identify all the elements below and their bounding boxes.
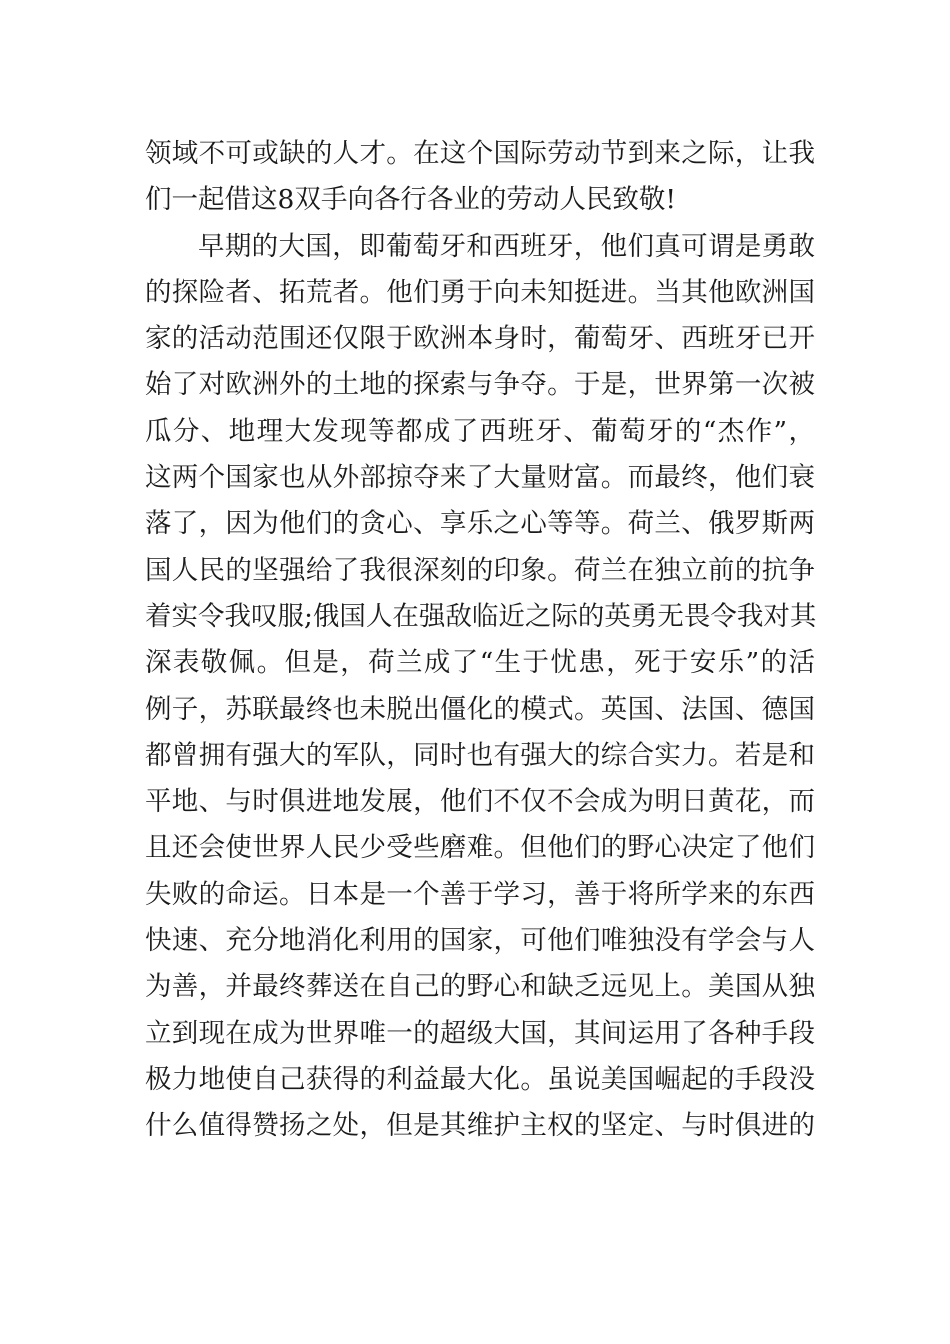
text-line: 失败的命运。日本是一个善于学习，善于将所学来的东西 [145,878,815,910]
essay-body [145,131,815,1150]
text-line: 始了对欧洲外的土地的探索与争夺。于是，世界第一次被 [145,369,815,401]
text-line: 国人民的坚强给了我很深刻的印象。荷兰在独立前的抗争 [145,554,815,586]
text-line: 家的活动范围还仅限于欧洲本身时，葡萄牙、西班牙已开 [145,323,815,355]
text-line: 为善，并最终葬送在自己的野心和缺乏远见上。美国从独 [145,971,815,1003]
text-line: 这两个国家也从外部掠夺来了大量财富。而最终，他们衰 [145,462,815,494]
text-line: 平地、与时俱进地发展，他们不仅不会成为明日黄花，而 [145,786,815,818]
text-line: 们一起借这8双手向各行各业的劳动人民致敬! [145,184,677,216]
paragraph-first-line: 早期的大国，即葡萄牙和西班牙，他们真可谓是勇敢 [198,230,815,262]
text-line: 什么值得赞扬之处，但是其维护主权的坚定、与时俱进的 [145,1110,815,1142]
text-line: 立到现在成为世界唯一的超级大国，其间运用了各种手段 [145,1017,815,1049]
text-line: 极力地使自己获得的利益最大化。虽说美国崛起的手段没 [145,1063,815,1095]
text-line: 且还会使世界人民少受些磨难。但他们的野心决定了他们 [145,832,815,864]
text-line: 瓜分、地理大发现等都成了西班牙、葡萄牙的“杰作”， [145,415,815,447]
text-line: 例子，苏联最终也未脱出僵化的模式。英国、法国、德国 [145,693,815,725]
text-line: 落了，因为他们的贪心、享乐之心等等。荷兰、俄罗斯两 [145,508,815,540]
text-line: 着实令我叹服;俄国人在强敌临近之际的英勇无畏令我对其 [145,600,817,632]
text-line: 都曾拥有强大的军队，同时也有强大的综合实力。若是和 [145,739,815,771]
text-line: 的探险者、拓荒者。他们勇于向未知挺进。当其他欧洲国 [145,276,815,308]
text-line: 深表敬佩。但是，荷兰成了“生于忧患，死于安乐”的活 [145,647,815,679]
text-line: 领域不可或缺的人才。在这个国际劳动节到来之际，让我 [145,138,815,169]
text-line: 快速、充分地消化利用的国家，可他们唯独没有学会与人 [145,925,815,957]
